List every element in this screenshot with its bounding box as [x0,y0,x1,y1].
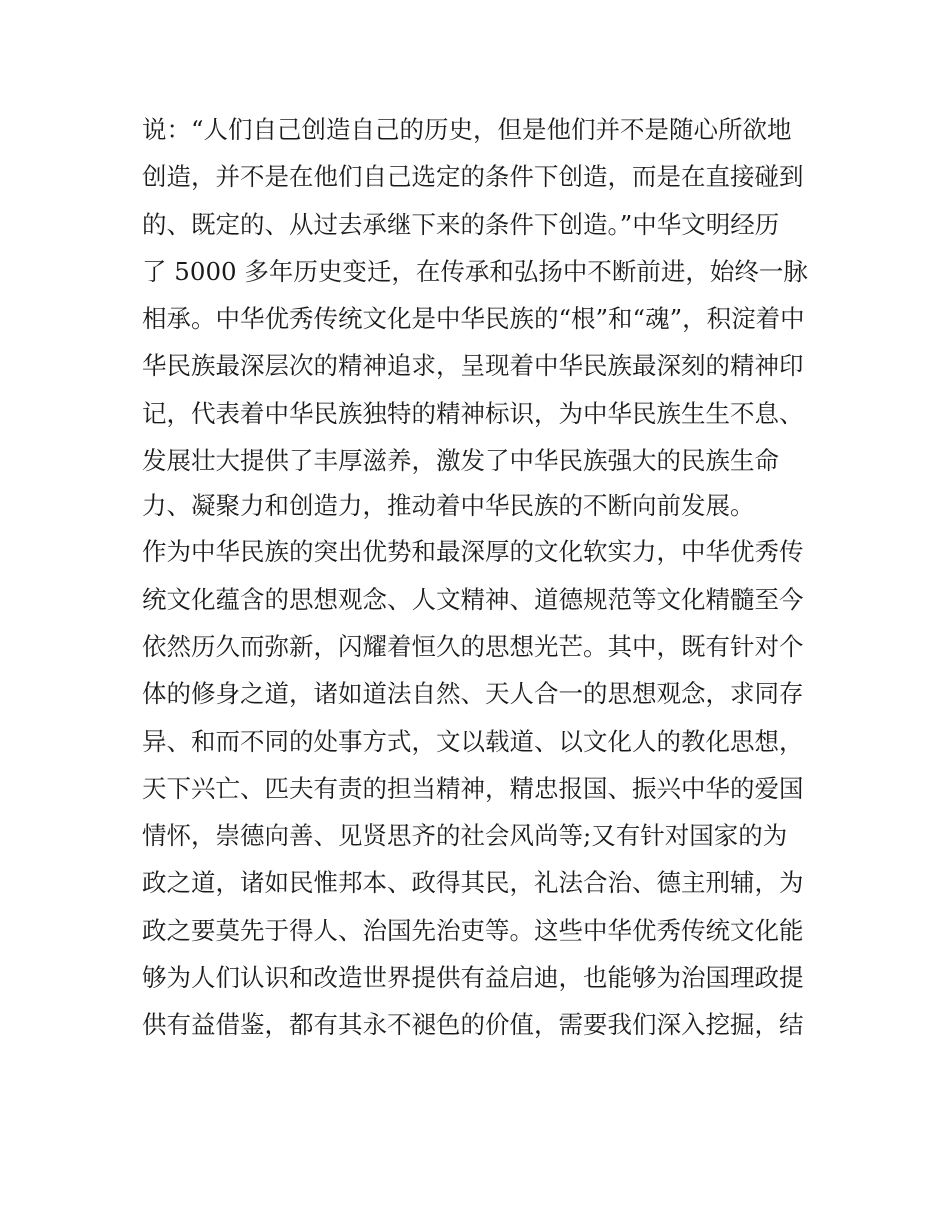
text-line: 政之要莫先于得人、治国先治吏等。这些中华优秀传统文化能 [142,915,804,945]
text-line: 统文化蕴含的思想观念、人文精神、道德规范等文化精髓至今 [142,584,804,614]
text-line: 供有益借鉴，都有其永不褪色的价值，需要我们深入挖掘，结 [142,1010,804,1040]
text-line: 够为人们认识和改造世界提供有益启迪，也能够为治国理政提 [142,963,804,993]
text-line: 的、既定的、从过去承继下来的条件下创造。”中华文明经历 [142,209,780,239]
text-line: 体的修身之道，诸如道法自然、天人合一的思想观念，求同存 [142,679,804,709]
text-line: 发展壮大提供了丰厚滋养，激发了中华民族强大的民族生命 [142,446,779,476]
text-line: 依然历久而弥新，闪耀着恒久的思想光芒。其中，既有针对个 [142,631,804,661]
document-body [142,106,822,1049]
text-line: 华民族最深层次的精神追求，呈现着中华民族最深刻的精神印 [142,351,804,381]
text-line: 说：“人们自己创造自己的历史，但是他们并不是随心所欲地 [142,115,792,144]
text-line: 作为中华民族的突出优势和最深厚的文化软实力，中华优秀传 [142,537,804,567]
text-line: 天下兴亡、匹夫有责的担当精神，精忠报国、振兴中华的爱国 [142,773,804,803]
text-line: 异、和而不同的处事方式，文以载道、以文化人的教化思想， [142,726,804,756]
text-line: 记，代表着中华民族独特的精神标识，为中华民族生生不息、 [142,398,804,428]
text-line: 相承。中华优秀传统文化是中华民族的“根”和“魂”，积淀着中 [142,304,805,334]
text-line: 政之道，诸如民惟邦本、政得其民，礼法合治、德主刑辅，为 [142,868,804,898]
text-line: 情怀，崇德向善、见贤思齐的社会风尚等;又有针对国家的为 [142,821,788,851]
text-line: 力、凝聚力和创造力，推动着中华民族的不断向前发展。 [142,491,755,521]
text-line: 创造，并不是在他们自己选定的条件下创造，而是在直接碰到 [142,162,804,192]
text-line: 了 5000 多年历史变迁，在传承和弘扬中不断前进，始终一脉 [142,256,808,286]
